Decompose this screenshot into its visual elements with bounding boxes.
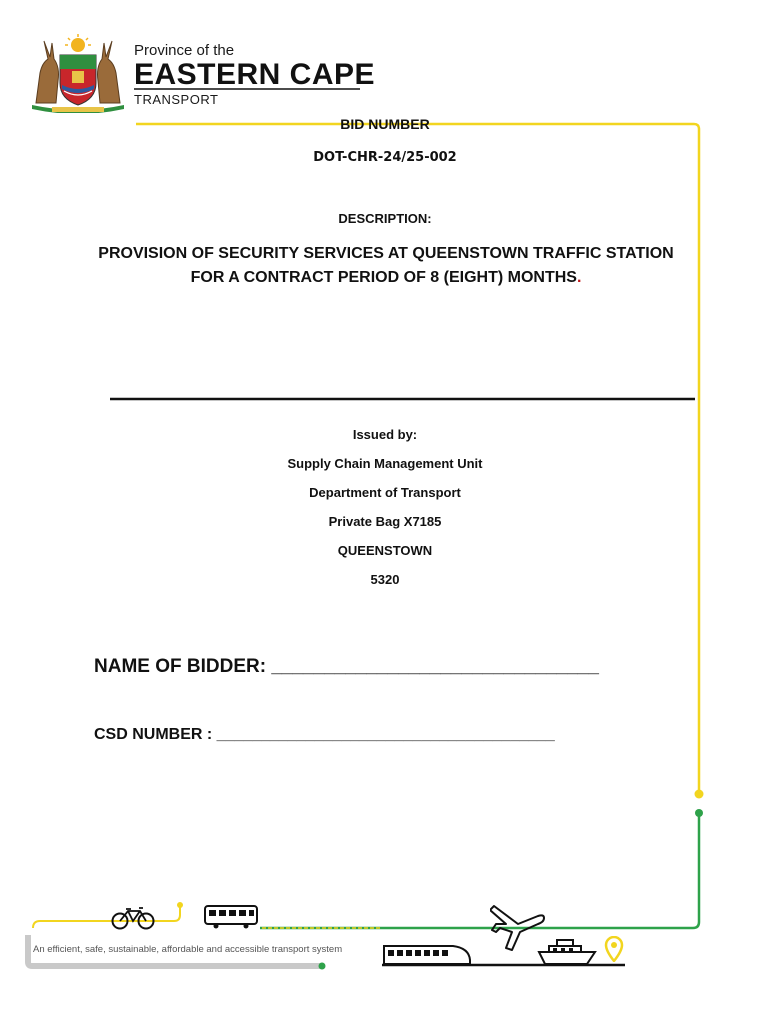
ship-icon	[537, 936, 597, 966]
description-text	[95, 242, 677, 290]
coat-of-arms-icon	[22, 33, 134, 113]
description-label: DESCRIPTION:	[338, 211, 432, 226]
bid-number-label: BID NUMBER	[340, 116, 430, 132]
issuer-department: Department of Transport	[309, 485, 461, 500]
csd-number-field[interactable]: CSD NUMBER : ______________________________________	[94, 726, 555, 743]
description-body: PROVISION OF SECURITY SERVICES AT QUEENSTOWN TRAFFIC STATION FOR A CONTRACT PERIOD OF 8 (EIGHT) MONTHS	[98, 245, 674, 286]
issuer-unit: Supply Chain Management Unit	[287, 456, 483, 471]
issuer-postal-code: 5320	[370, 572, 400, 587]
logo-transport-text: TRANSPORT	[134, 92, 219, 107]
issuer-town: QUEENSTOWN	[337, 543, 433, 558]
issued-by-label: Issued by:	[352, 427, 418, 442]
train-icon	[383, 944, 471, 966]
logo-eastern-cape-text: EASTERN CAPE	[134, 58, 376, 91]
issuer-address: Private Bag X7185	[328, 514, 442, 529]
bus-icon	[204, 905, 258, 929]
footer-tagline: An efficient, safe, sustainable, affordable and accessible transport system	[33, 944, 343, 955]
bid-number-value: DOT-CHR-24/25-002	[313, 150, 457, 165]
location-pin-icon	[604, 936, 624, 962]
description-end-mark: .	[576, 269, 582, 286]
bicycle-icon	[110, 906, 156, 930]
bidder-name-field[interactable]: NAME OF BIDDER: _______________________________	[94, 656, 599, 677]
logo-province-text: Province of the	[134, 42, 235, 59]
